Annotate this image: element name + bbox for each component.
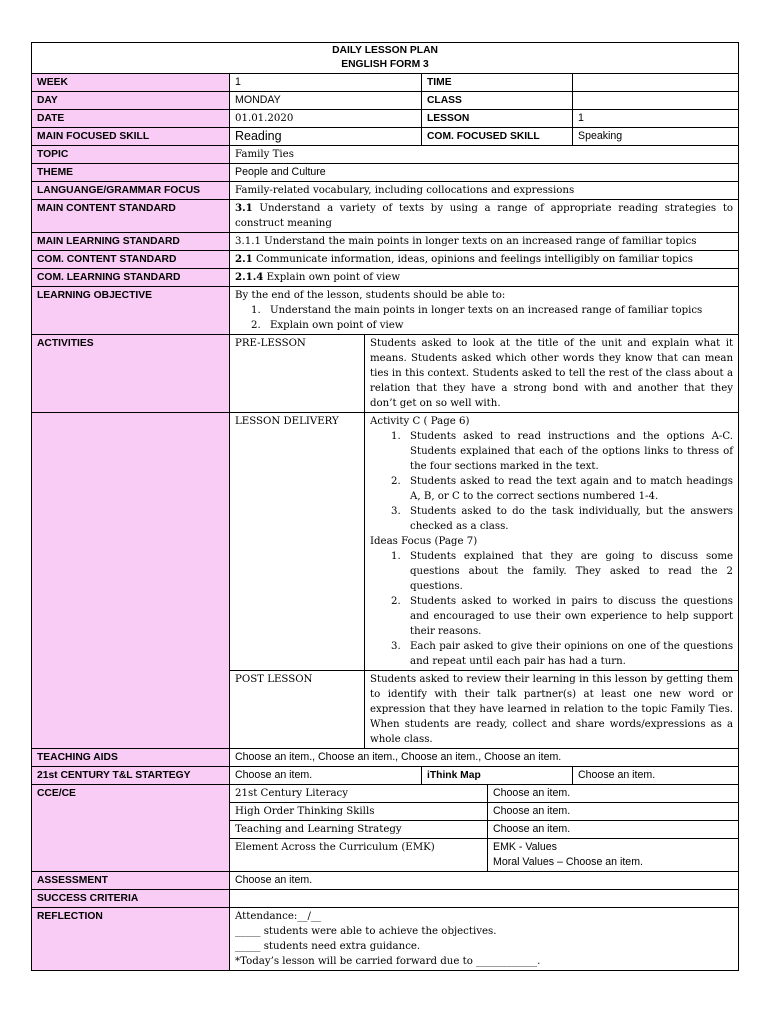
lesson-label: LESSON [422, 110, 573, 128]
time-label: TIME [422, 74, 573, 92]
grammar-row [32, 182, 739, 200]
com-learning-text: Explain own point of view [263, 272, 401, 283]
theme-value[interactable]: People and Culture [230, 164, 739, 182]
reflection-line: Attendance:__/__ [235, 911, 322, 922]
title-line-2: ENGLISH FORM 3 [341, 59, 429, 70]
date-label: DATE [32, 110, 230, 128]
com-content-code: 2.1 [235, 253, 253, 265]
emk-values[interactable]: Values [525, 841, 557, 853]
assessment-value[interactable]: Choose an item. [230, 872, 739, 890]
cce-row [32, 785, 739, 803]
com-learning-value[interactable] [230, 269, 739, 287]
class-label: CLASS [422, 92, 573, 110]
grammar-label: LANGUANGE/GRAMMAR FOCUS [32, 182, 230, 200]
com-learning-row [32, 269, 739, 287]
cce-item-name: Teaching and Learning Strategy [230, 821, 488, 839]
lesson-delivery-row [32, 413, 739, 671]
activities-label-cont [32, 413, 230, 749]
week-value[interactable]: 1 [230, 74, 422, 92]
reflection-line: *Today’s lesson will be carried forward due to ____________. [235, 956, 541, 967]
lesson-plan-sheet [31, 42, 738, 971]
success-criteria-label: SUCCESS CRITERIA [32, 890, 230, 908]
objective-item: 2. Explain own point of view [264, 318, 733, 333]
cce-item-name: High Order Thinking Skills [230, 803, 488, 821]
cce-item-name: 21st Century Literacy [230, 785, 488, 803]
day-value[interactable]: MONDAY [230, 92, 422, 110]
ideas-focus-item: 1. Students explained that they are going to discuss some questions about the family. They asked to read the 2 questions. [404, 549, 733, 594]
reflection-label: REFLECTION [32, 908, 230, 971]
title-line-1: DAILY LESSON PLAN [332, 45, 438, 56]
main-learning-value[interactable]: 3.1.1 Understand the main points in longer texts on an increased range of familiar topics [230, 233, 739, 251]
lesson-delivery-content[interactable] [365, 413, 739, 671]
theme-row [32, 164, 739, 182]
objective-intro: By the end of the lesson, students should be able to: [235, 290, 506, 301]
document-title [32, 43, 739, 74]
date-value[interactable]: 01.01.2020 [230, 110, 422, 128]
lesson-delivery-label: LESSON DELIVERY [230, 413, 365, 671]
com-content-value[interactable] [230, 251, 739, 269]
ideas-focus-item: 2. Students asked to worked in pairs to discuss the questions and encouraged to use their own experience to help support their reasons. [404, 594, 733, 639]
pre-lesson-text[interactable]: Students asked to look at the title of the unit and explain what it means. Students asked which other words they know that can mean ties in this context. Students asked to tell the rest of the class about a relation that they have a strong bond with and another that they don’t get on so well with. [365, 335, 739, 413]
week-label: WEEK [32, 74, 230, 92]
activity-c-item: 2. Students asked to read the text again and to match headings A, B, or C to the correct sections numbered 1-4. [404, 474, 733, 504]
date-row [32, 110, 739, 128]
emk-name: Element Across the Curriculum (EMK) [230, 839, 488, 872]
objective-label: LEARNING OBJECTIVE [32, 287, 230, 335]
com-content-label: COM. CONTENT STANDARD [32, 251, 230, 269]
activity-c-list [370, 429, 733, 534]
century-row [32, 767, 739, 785]
class-value[interactable] [573, 92, 739, 110]
time-value[interactable] [573, 74, 739, 92]
objective-item: 1. Understand the main points in longer texts on an increased range of familiar topics [264, 303, 733, 318]
emk-prefix: EMK - [493, 841, 526, 853]
objective-value[interactable] [230, 287, 739, 335]
com-skill-label: COM. FOCUSED SKILL [422, 128, 573, 146]
objective-list [235, 303, 733, 333]
topic-label: TOPIC [32, 146, 230, 164]
main-content-text: Understand a variety of texts by using a range of appropriate reading strategies to construct meaning [235, 203, 734, 229]
header-row [32, 43, 739, 74]
day-row [32, 92, 739, 110]
com-content-text: Communicate information, ideas, opinions and feelings intelligibly on familiar topics [252, 254, 693, 265]
assessment-row [32, 872, 739, 890]
cce-item-value[interactable]: Choose an item. [488, 803, 739, 821]
main-content-value[interactable] [230, 200, 739, 233]
com-learning-code: 2.1.4 [235, 271, 264, 283]
century-label: 21st CENTURY T&L STARTEGY [32, 767, 230, 785]
cce-item-value[interactable]: Choose an item. [488, 821, 739, 839]
post-lesson-label: POST LESSON [230, 671, 365, 749]
com-learning-label: COM. LEARNING STANDARD [32, 269, 230, 287]
main-skill-value[interactable]: Reading [230, 128, 422, 146]
com-skill-value[interactable]: Speaking [573, 128, 739, 146]
activities-label: ACTIVITIES [32, 335, 230, 413]
century-right-value[interactable]: Choose an item. [573, 767, 739, 785]
reflection-row [32, 908, 739, 971]
ideas-focus-heading: Ideas Focus (Page 7) [370, 536, 478, 547]
ithink-map-label: iThink Map [422, 767, 573, 785]
reflection-line: _____ students were able to achieve the objectives. [235, 926, 497, 937]
week-row [32, 74, 739, 92]
success-criteria-value[interactable] [230, 890, 739, 908]
topic-value[interactable]: Family Ties [230, 146, 739, 164]
teaching-aids-row [32, 749, 739, 767]
topic-row [32, 146, 739, 164]
day-label: DAY [32, 92, 230, 110]
ideas-focus-item: 3. Each pair asked to give their opinions on one of the questions and repeat until each pair has had a turn. [404, 639, 733, 669]
skill-row [32, 128, 739, 146]
teaching-aids-label: TEACHING AIDS [32, 749, 230, 767]
main-learning-label: MAIN LEARNING STANDARD [32, 233, 230, 251]
emk-line [493, 840, 733, 855]
cce-item-value[interactable]: Choose an item. [488, 785, 739, 803]
lesson-value[interactable]: 1 [573, 110, 739, 128]
moral-prefix: Moral Values – [493, 856, 566, 868]
pre-lesson-label: PRE-LESSON [230, 335, 365, 413]
activity-c-item: 1. Students asked to read instructions and the options A-C. Students explained that each of the options links to thress of the four sections marked in the text. [404, 429, 733, 474]
grammar-value[interactable]: Family-related vocabulary, including collocations and expressions [230, 182, 739, 200]
teaching-aids-value[interactable]: Choose an item., Choose an item., Choose an item., Choose an item. [230, 749, 739, 767]
com-content-row [32, 251, 739, 269]
moral-values-choice[interactable]: Choose an item. [565, 856, 643, 868]
century-value[interactable]: Choose an item. [230, 767, 422, 785]
moral-values-line [493, 855, 733, 870]
main-learning-row [32, 233, 739, 251]
theme-label: THEME [32, 164, 230, 182]
reflection-line: _____ students need extra guidance. [235, 941, 421, 952]
objective-row [32, 287, 739, 335]
main-content-row [32, 200, 739, 233]
main-content-code: 3.1 [235, 202, 253, 214]
main-content-label: MAIN CONTENT STANDARD [32, 200, 230, 233]
assessment-label: ASSESSMENT [32, 872, 230, 890]
pre-lesson-row [32, 335, 739, 413]
success-criteria-row [32, 890, 739, 908]
emk-value[interactable] [488, 839, 739, 872]
activity-c-item: 3. Students asked to do the task individually, but the answers checked as a class. [404, 504, 733, 534]
post-lesson-text[interactable]: Students asked to review their learning in this lesson by getting them to identify with their talk partner(s) at least one new word or expression that they have learned in relation to the topic Family Ties. When students are ready, collect and share words/expressions as a whole class. [365, 671, 739, 749]
ideas-focus-list [370, 549, 733, 669]
lesson-plan-table [31, 42, 739, 971]
reflection-value[interactable] [230, 908, 739, 971]
main-skill-label: MAIN FOCUSED SKILL [32, 128, 230, 146]
activity-c-heading: Activity C ( Page 6) [370, 416, 470, 427]
cce-label: CCE/CE [32, 785, 230, 872]
